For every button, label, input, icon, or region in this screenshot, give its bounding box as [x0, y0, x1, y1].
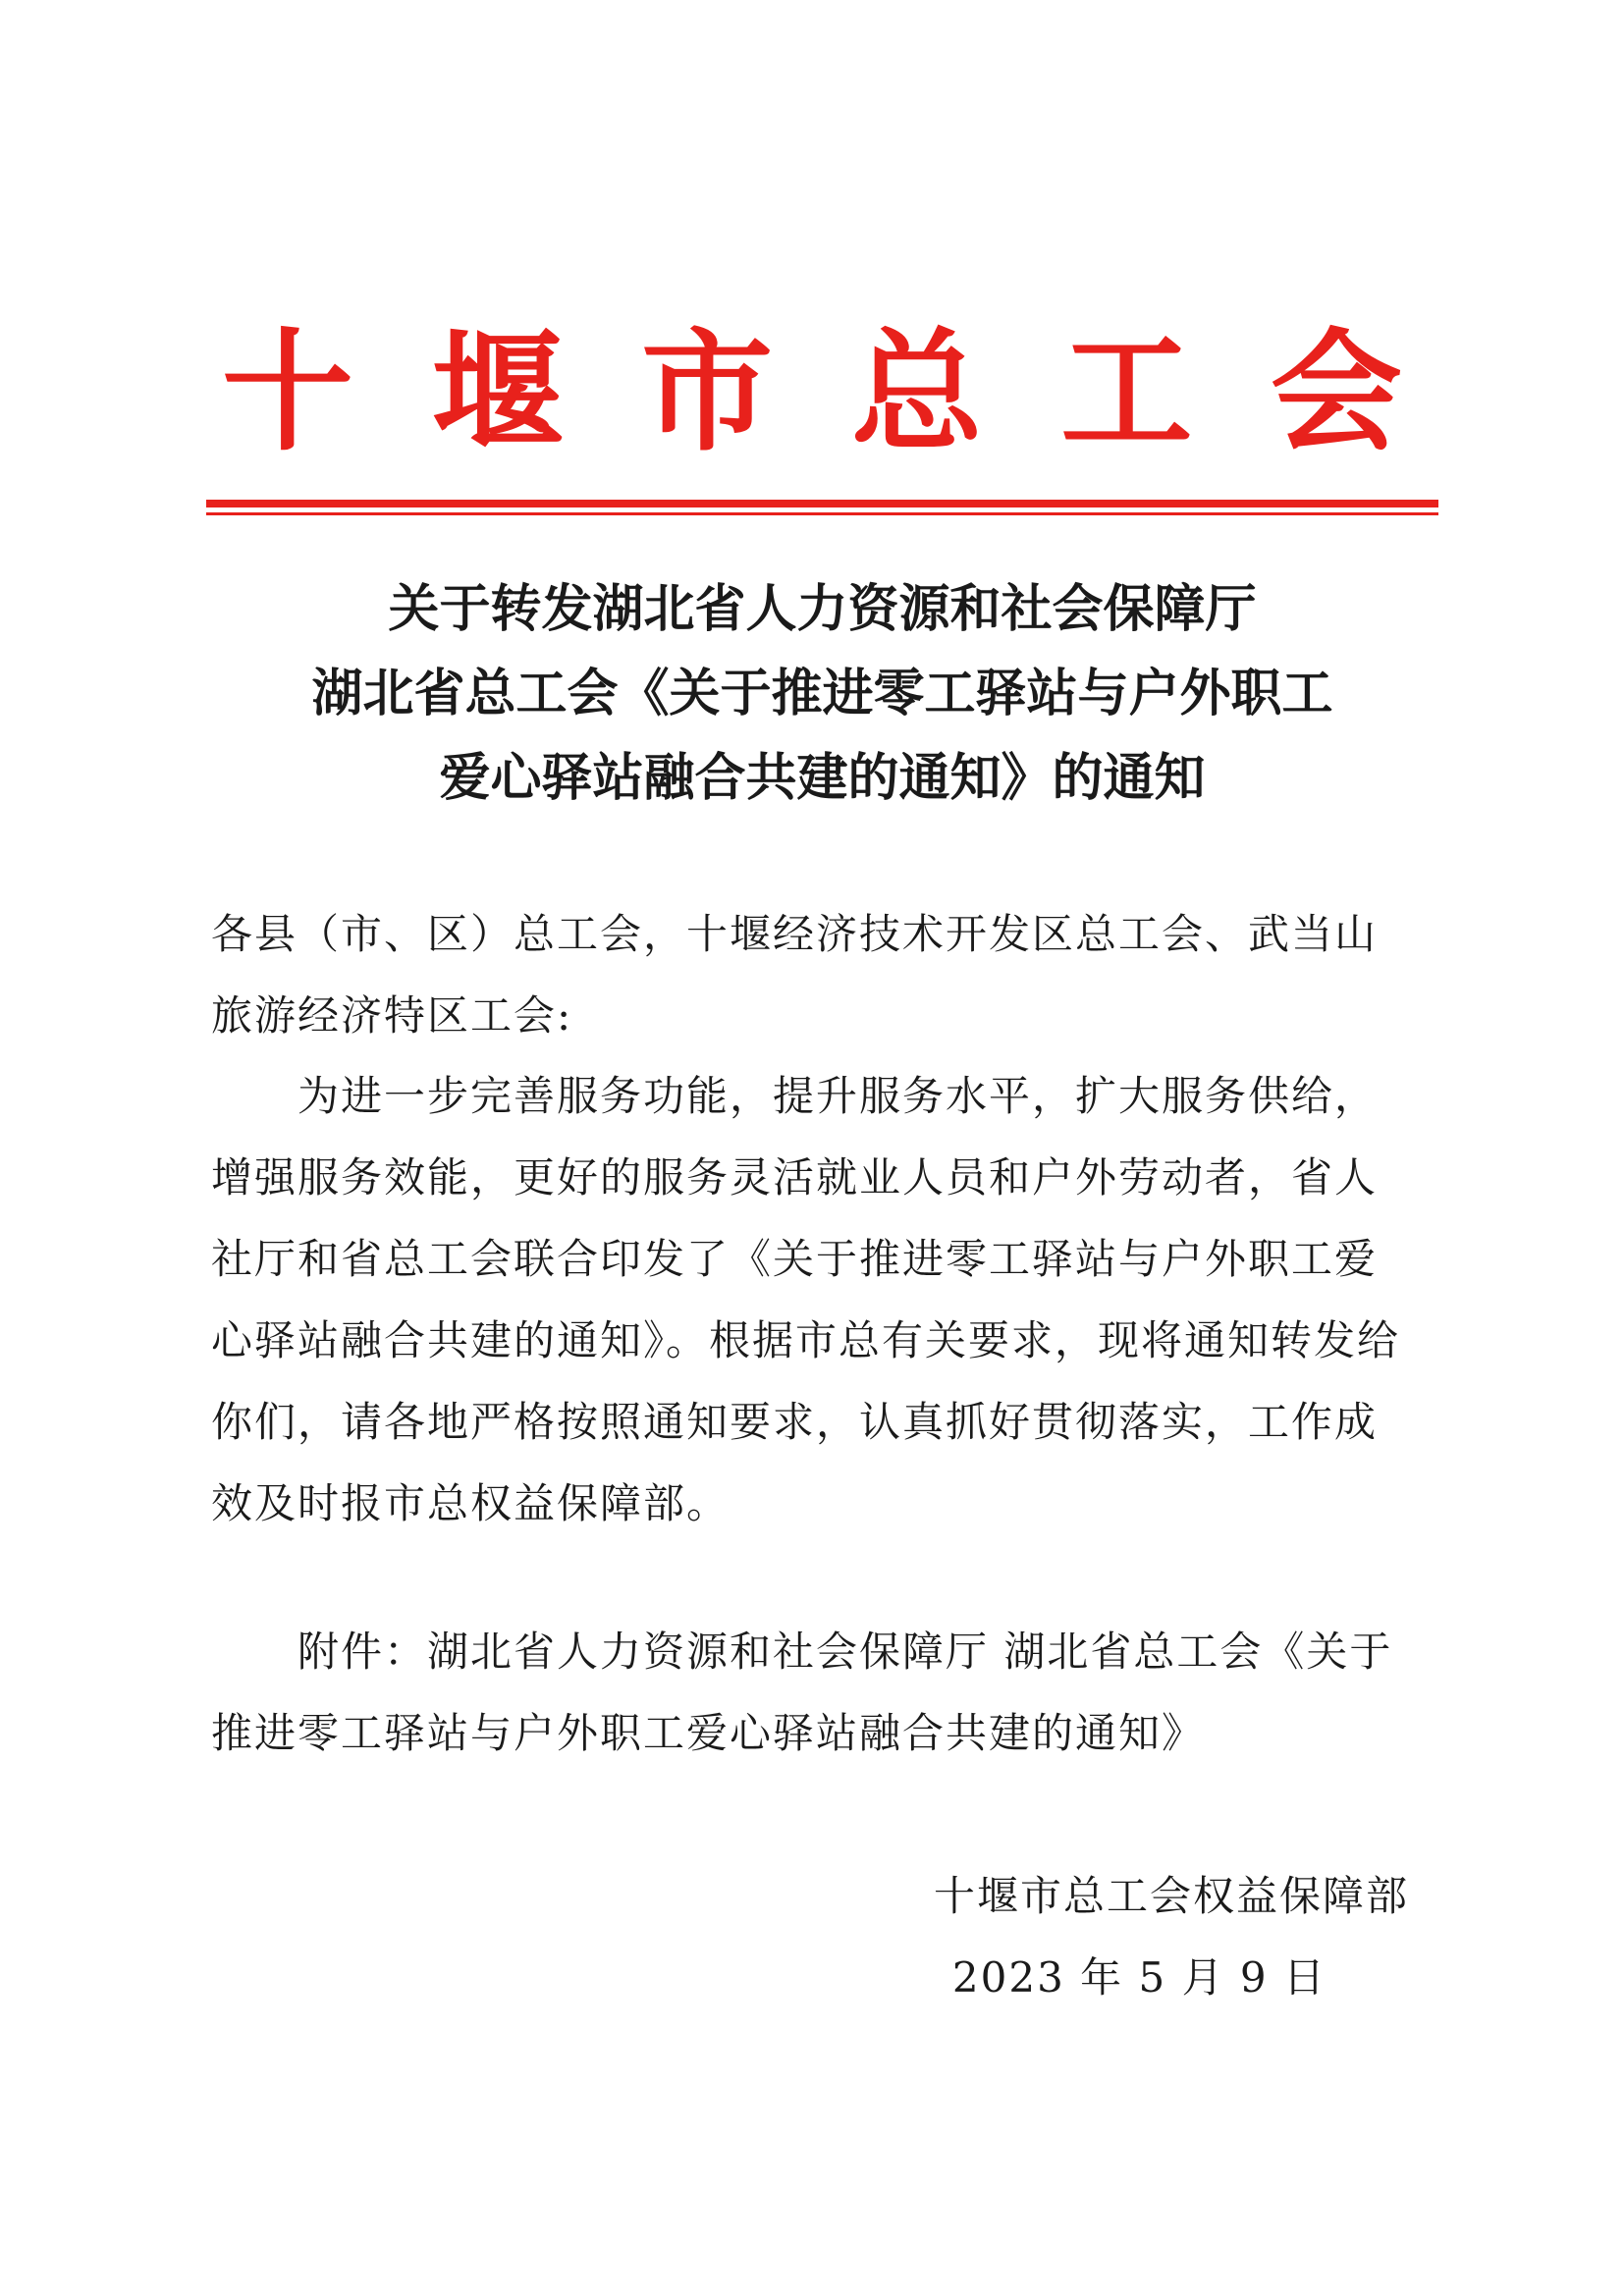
- signature-organization: 十堰市总工会权益保障部: [933, 1872, 1409, 1920]
- salutation: 各县（市、区）总工会，十堰经济技术开发区总工会、武当山旅游经济特区工会:: [211, 910, 1379, 1040]
- masthead-char: 十: [221, 316, 353, 469]
- masthead-char: 工: [1060, 316, 1193, 469]
- masthead-divider-thin: [206, 512, 1438, 515]
- masthead-char: 市: [641, 316, 774, 469]
- masthead-title: [209, 314, 1415, 471]
- masthead-char: 总: [850, 316, 983, 469]
- attachment-note: 附件：湖北省人力资源和社会保障厅 湖北省总工会《关于推进零工驿站与户外职工爱心驿站融合共建的通知》: [211, 1628, 1393, 1757]
- masthead-divider-thick: [206, 500, 1438, 507]
- title-line: 关于转发湖北省人力资源和社会保障厅: [388, 579, 1257, 639]
- signature-block: [884, 1855, 1409, 2018]
- signature-date: 2023 年 5 月 9 日: [951, 1953, 1326, 2002]
- document-title: [206, 567, 1438, 821]
- main-paragraph: 为进一步完善服务功能，提升服务水平，扩大服务供给，增强服务效能，更好的服务灵活就业人员和户外劳动者，省人社厅和省总工会联合印发了《关于推进零工驿站与户外职工爱心驿站融合共建的通知》。根据市总有关要求，现将通知转发给你们，请各地严格按照通知要求，认真抓好贯彻落实，工作成效及时报市总权益保障部。: [211, 1072, 1401, 1527]
- title-line: 爱心驿站融合共建的通知》的通知: [439, 748, 1206, 808]
- title-line: 湖北省总工会《关于推进零工驿站与户外职工: [311, 664, 1333, 723]
- masthead-char: 会: [1270, 316, 1402, 469]
- masthead-char: 堰: [431, 316, 564, 469]
